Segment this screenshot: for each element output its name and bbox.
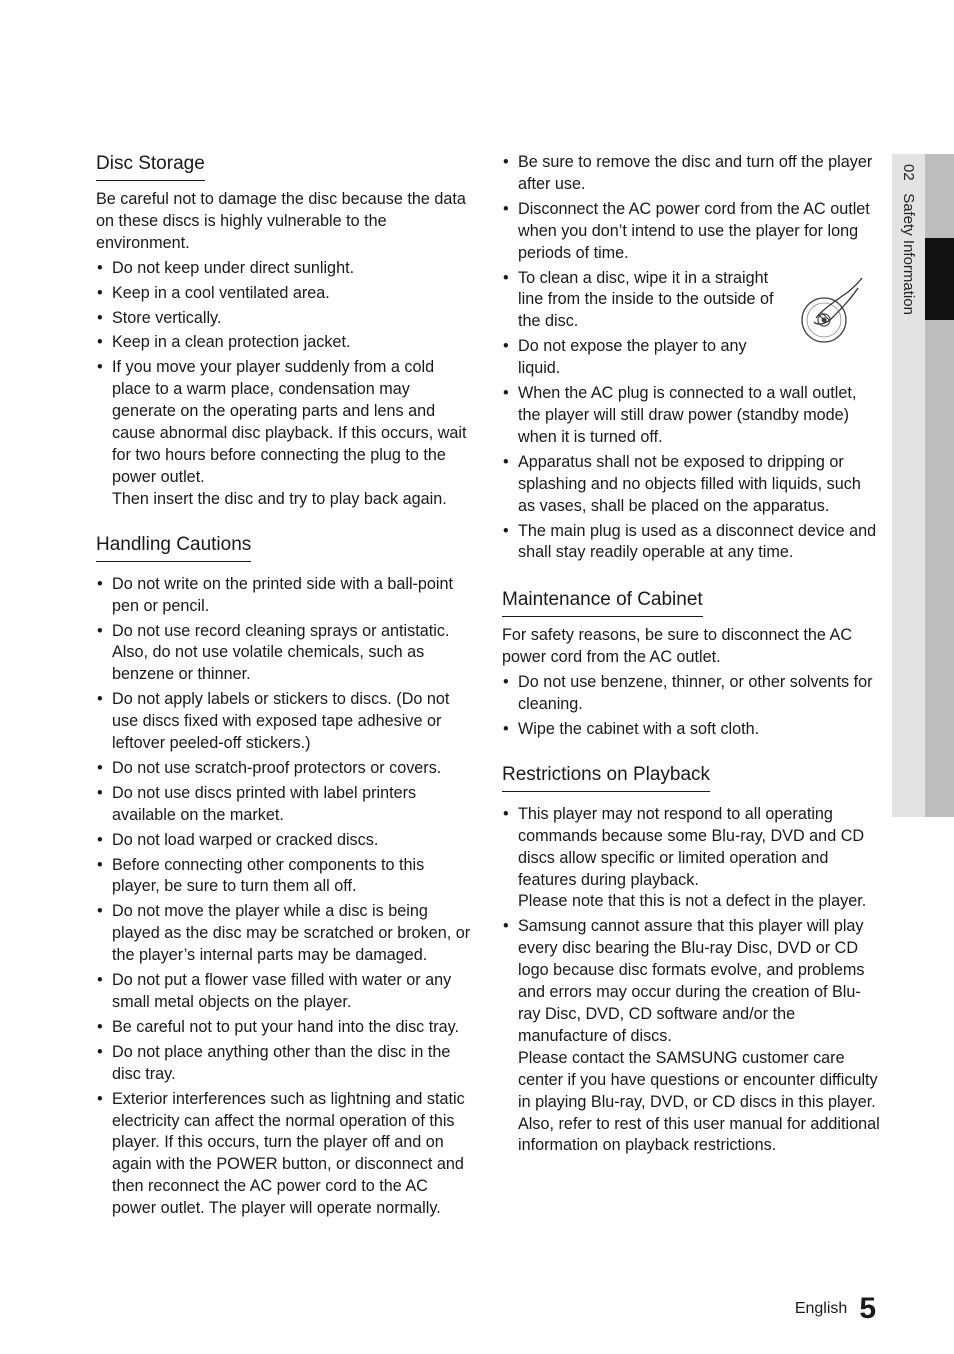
list-item: • Store vertically. — [96, 308, 474, 330]
list-item: • Be sure to remove the disc and turn off the player after use. — [502, 152, 880, 196]
list-item: • Apparatus shall not be exposed to dripping or splashing and no objects filled with liquids, such as vases, shall be placed on the apparatus. — [502, 452, 880, 518]
list-item: • Do not place anything other than the disc in the disc tray. — [96, 1042, 474, 1086]
handling-cautions-section — [96, 533, 474, 1220]
right-column — [502, 152, 880, 1177]
disc-storage-section — [96, 152, 474, 511]
list-item — [502, 916, 880, 1157]
disc-clean-text: To clean a disc, wipe it in a straight line from the inside to the outside of the disc. — [518, 268, 774, 331]
power-button-label: POWER — [216, 1155, 278, 1174]
list-item — [96, 1089, 474, 1220]
interference-text-b: button, or disconnect and then reconnect the AC power cord to the AC power outlet. The player will operate normally. — [112, 1155, 464, 1218]
list-item: • Before connecting other components to this player, be sure to turn them all off. — [96, 855, 474, 899]
chapter-number: 02 — [900, 164, 917, 181]
list-item: • Do not write on the printed side with a ball-point pen or pencil. — [96, 574, 474, 618]
list-item: • The main plug is used as a disconnect device and shall stay readily operable at any time. — [502, 521, 880, 565]
page-footer — [795, 1286, 876, 1326]
footer-language: English — [794, 1300, 848, 1318]
interference-text-a: Exterior interferences such as lightning and static electricity can affect the normal operation of this player. If this occurs, turn the player off and on again with the — [112, 1089, 465, 1174]
list-item: • Keep in a cool ventilated area. — [96, 283, 474, 305]
chapter-sidebar — [892, 154, 954, 817]
restriction-text-2: Samsung cannot assure that this player will play every disc bearing the Blu-ray Disc, DVD or CD logo because disc formats evolve, and problems and errors may occur during the creation of Blu-ray Disc, DVD, CD software and/or the manufacture of discs. — [518, 917, 865, 1045]
disc-storage-heading: Disc Storage — [96, 152, 205, 181]
list-item: • Do not expose the player to any liquid. — [502, 336, 880, 380]
condensation-text: If you move your player suddenly from a cold place to a warm place, condensation may generate on the operating parts and lens and cause abnormal disc playback. If this occurs, wait for two hours before connecting the plug to the power outlet. — [112, 358, 467, 486]
list-item: • Do not move the player while a disc is being played as the disc may be scratched or broken, or the player’s internal parts may be damaged. — [96, 901, 474, 967]
list-item: • Do not use scratch-proof protectors or covers. — [96, 758, 474, 780]
list-item: • Do not apply labels or stickers to discs. (Do not use discs fixed with exposed tape adhesive or leftover peeled-off stickers.) — [96, 689, 474, 755]
general-cautions-section — [502, 152, 880, 564]
list-item: • When the AC plug is connected to a wall outlet, the player will still draw power (standby mode) when it is turned off. — [502, 383, 880, 449]
chapter-marker-tab — [925, 238, 954, 320]
list-item: • Disconnect the AC power cord from the AC outlet when you don’t intend to use the player for long periods of time. — [502, 199, 880, 265]
maintenance-intro: For safety reasons, be sure to disconnect the AC power cord from the AC outlet. — [502, 626, 853, 667]
maintenance-section — [502, 588, 880, 741]
list-item: • Do not put a flower vase filled with water or any small metal objects on the player. — [96, 970, 474, 1014]
list-item: • Be careful not to put your hand into the disc tray. — [96, 1017, 474, 1039]
handling-cautions-heading: Handling Cautions — [96, 533, 251, 562]
handling-cautions-list — [96, 574, 474, 1220]
maintenance-list — [502, 672, 880, 741]
page-number: 5 — [859, 1292, 876, 1325]
restriction-continuation-2: Please contact the SAMSUNG customer care center if you have questions or encounter difficulty in playing Blu-ray, DVD, or CD discs in this player. Also, refer to rest of this user manual for additional information on playback restrictions. — [518, 1048, 880, 1155]
restriction-continuation-1: Please note that this is not a defect in the player. — [518, 892, 867, 911]
disc-storage-list — [96, 258, 474, 511]
list-item — [502, 268, 880, 334]
restrictions-list — [502, 804, 880, 1158]
list-item: • Do not use discs printed with label printers available on the market. — [96, 783, 474, 827]
list-item — [502, 804, 880, 914]
list-item: • Do not use benzene, thinner, or other solvents for cleaning. — [502, 672, 880, 716]
disc-cleaning-icon — [796, 274, 866, 344]
list-item: • Do not keep under direct sunlight. — [96, 258, 474, 280]
left-column — [96, 152, 474, 1240]
list-item — [96, 357, 474, 510]
restriction-text-1: This player may not respond to all operating commands because some Blu-ray, DVD and CD discs allow specific or limited operation and features during playback. — [518, 804, 865, 889]
chapter-label — [897, 164, 919, 364]
list-item: • Wipe the cabinet with a soft cloth. — [502, 719, 880, 741]
list-item: • Do not use record cleaning sprays or antistatic. Also, do not use volatile chemicals, such as benzene or thinner. — [96, 621, 474, 687]
chapter-title: Safety Information — [900, 193, 917, 315]
maintenance-heading: Maintenance of Cabinet — [502, 588, 703, 617]
restrictions-heading: Restrictions on Playback — [502, 763, 710, 792]
list-item: • Keep in a clean protection jacket. — [96, 332, 474, 354]
general-cautions-list — [502, 152, 880, 564]
disc-storage-intro: Be careful not to damage the disc because the data on these discs is highly vulnerable to the environment. — [96, 190, 466, 252]
condensation-continuation: Then insert the disc and try to play back again. — [112, 489, 447, 508]
restrictions-section — [502, 763, 880, 1158]
list-item: • Do not load warped or cracked discs. — [96, 830, 474, 852]
